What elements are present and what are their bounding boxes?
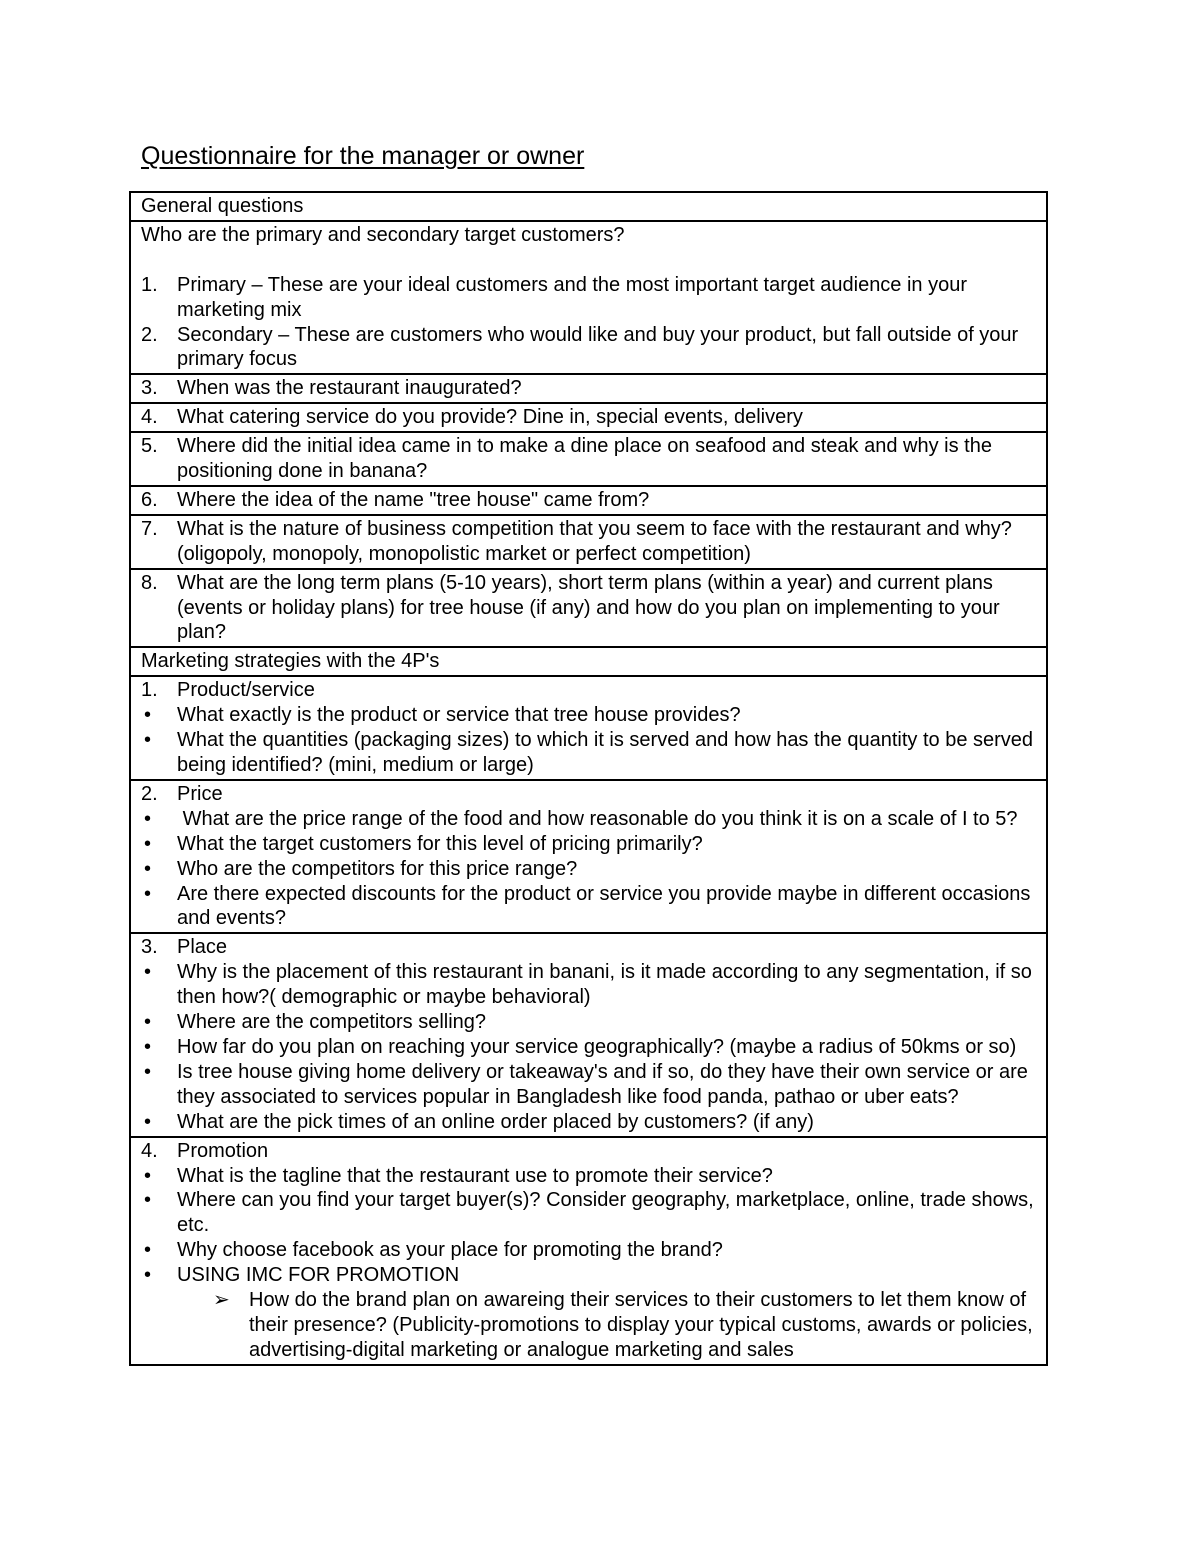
list-item — [141, 703, 1036, 728]
list-item — [141, 1110, 1036, 1135]
item-number: 5. — [141, 435, 158, 458]
promotion-row — [131, 1136, 1046, 1364]
bullet-icon: • — [144, 1110, 152, 1133]
bullet-icon: • — [144, 882, 152, 905]
section-heading: Promotion — [177, 1139, 269, 1162]
target-question: Who are the primary and secondary target customers? — [141, 223, 625, 246]
sub-bullet-text: How do the brand plan on awareing their services to their customers to let them know of their presence? (Publicity-promotions to display your typical customs, awards or policies, advertising-digital marketing or analogue marketing and sales — [249, 1289, 1033, 1361]
bullet-text: How far do you plan on reaching your service geographically? (maybe a radius of 50kms or so) — [177, 1035, 1017, 1058]
list-item — [141, 857, 1036, 882]
item-number: 3. — [141, 377, 158, 400]
item-text: When was the restaurant inaugurated? — [177, 377, 522, 400]
list-item — [141, 1060, 1036, 1110]
list-item — [141, 882, 1036, 932]
item-number: 4. — [141, 406, 158, 429]
arrow-bullet-icon: ➢ — [213, 1289, 230, 1312]
target-customers-row — [131, 220, 1046, 373]
general-header-row — [131, 193, 1046, 220]
item-text: Where did the initial idea came in to make a dine place on seafood and steak and why is the positioning done in banana? — [177, 435, 992, 483]
list-item — [141, 1035, 1036, 1060]
list-item — [141, 1164, 1036, 1189]
place-row — [131, 932, 1046, 1135]
bullet-text: What is the tagline that the restaurant use to promote their service? — [177, 1164, 773, 1187]
marketing-header-row — [131, 646, 1046, 675]
bullet-text: What are the price range of the food and how reasonable do you think it is on a scale of I to 5? — [177, 807, 1018, 830]
item-text: What are the long term plans (5-10 years), short term plans (within a year) and current plans (events or holiday plans) for tree house (if any) and how do you plan on implementing to your plan? — [177, 571, 1000, 644]
section-heading: Place — [177, 936, 228, 959]
bullet-text: Where are the competitors selling? — [177, 1011, 487, 1034]
bullet-text: What exactly is the product or service that tree house provides? — [177, 704, 741, 727]
list-item — [141, 728, 1036, 778]
list-item — [141, 1263, 1036, 1288]
sub-list-item — [141, 1288, 1036, 1363]
item-text: What catering service do you provide? Dine in, special events, delivery — [177, 406, 803, 429]
questionnaire-table — [129, 191, 1048, 1366]
list-item — [141, 1238, 1036, 1263]
bullet-text: Why is the placement of this restaurant in banani, is it made according to any segmentation, if so then how?( demographic or maybe behavioral) — [177, 961, 1032, 1009]
bullet-text: What are the pick times of an online order placed by customers? (if any) — [177, 1110, 814, 1133]
price-row — [131, 779, 1046, 932]
list-item — [141, 323, 1036, 373]
item-number: 1. — [141, 273, 158, 296]
page-title: Questionnaire for the manager or owner — [141, 142, 585, 170]
item-number: 6. — [141, 488, 158, 511]
item-number: 2. — [141, 323, 158, 346]
bullet-icon: • — [144, 857, 152, 880]
item-number: 2. — [141, 782, 158, 805]
general-header: General questions — [141, 195, 304, 217]
list-item — [141, 1188, 1036, 1238]
question-row — [131, 485, 1046, 514]
item-text: What is the nature of business competition that you seem to face with the restaurant and why? (oligopoly, monopoly, monopolistic market or perfect competition) — [177, 517, 1012, 565]
bullet-icon: • — [144, 1035, 152, 1058]
list-item — [141, 1010, 1036, 1035]
bullet-text: What the target customers for this level of pricing primarily? — [177, 832, 703, 855]
bullet-icon: • — [144, 729, 152, 752]
item-number: 8. — [141, 571, 158, 594]
bullet-text: What the quantities (packaging sizes) to which it is served and how has the quantity to be served being identified? (mini, medium or large) — [177, 729, 1034, 777]
bullet-icon: • — [144, 1189, 152, 1212]
list-item — [141, 832, 1036, 857]
bullet-text: Are there expected discounts for the product or service you provide maybe in different occasions and events? — [177, 882, 1031, 930]
marketing-header: Marketing strategies with the 4P's — [141, 650, 440, 673]
item-number: 1. — [141, 679, 158, 702]
bullet-icon: • — [144, 1011, 152, 1034]
question-row — [131, 514, 1046, 568]
list-item — [141, 807, 1036, 832]
list-item — [141, 273, 1036, 323]
item-text: Primary – These are your ideal customers and the most important target audience in your marketing mix — [177, 273, 968, 321]
bullet-text: Is tree house giving home delivery or takeaway's and if so, do they have their own service or are they associated to services popular in Bangladesh like food panda, pathao or uber eats? — [177, 1060, 1028, 1108]
item-number: 3. — [141, 936, 158, 959]
item-text: Secondary – These are customers who would like and buy your product, but fall outside of your primary focus — [177, 323, 1019, 371]
bullet-text: USING IMC FOR PROMOTION — [177, 1264, 460, 1287]
bullet-icon: • — [144, 1164, 152, 1187]
bullet-text: Who are the competitors for this price range? — [177, 857, 578, 880]
bullet-icon: • — [144, 1239, 152, 1262]
list-item — [141, 960, 1036, 1010]
item-number: 7. — [141, 517, 158, 540]
question-row — [131, 431, 1046, 485]
bullet-icon: • — [144, 807, 152, 830]
bullet-icon: • — [144, 1060, 152, 1083]
product-row — [131, 675, 1046, 779]
section-heading: Product/service — [177, 679, 315, 702]
question-row — [131, 402, 1046, 431]
item-text: Where the idea of the name "tree house" came from? — [177, 488, 650, 511]
question-row — [131, 568, 1046, 647]
bullet-icon: • — [144, 704, 152, 727]
section-heading: Price — [177, 782, 223, 805]
bullet-icon: • — [144, 961, 152, 984]
question-row — [131, 373, 1046, 402]
bullet-text: Why choose facebook as your place for promoting the brand? — [177, 1239, 723, 1262]
bullet-icon: • — [144, 1264, 152, 1287]
bullet-text: Where can you find your target buyer(s)? Consider geography, marketplace, online, trade shows, etc. — [177, 1189, 1034, 1237]
item-number: 4. — [141, 1139, 158, 1162]
bullet-icon: • — [144, 832, 152, 855]
